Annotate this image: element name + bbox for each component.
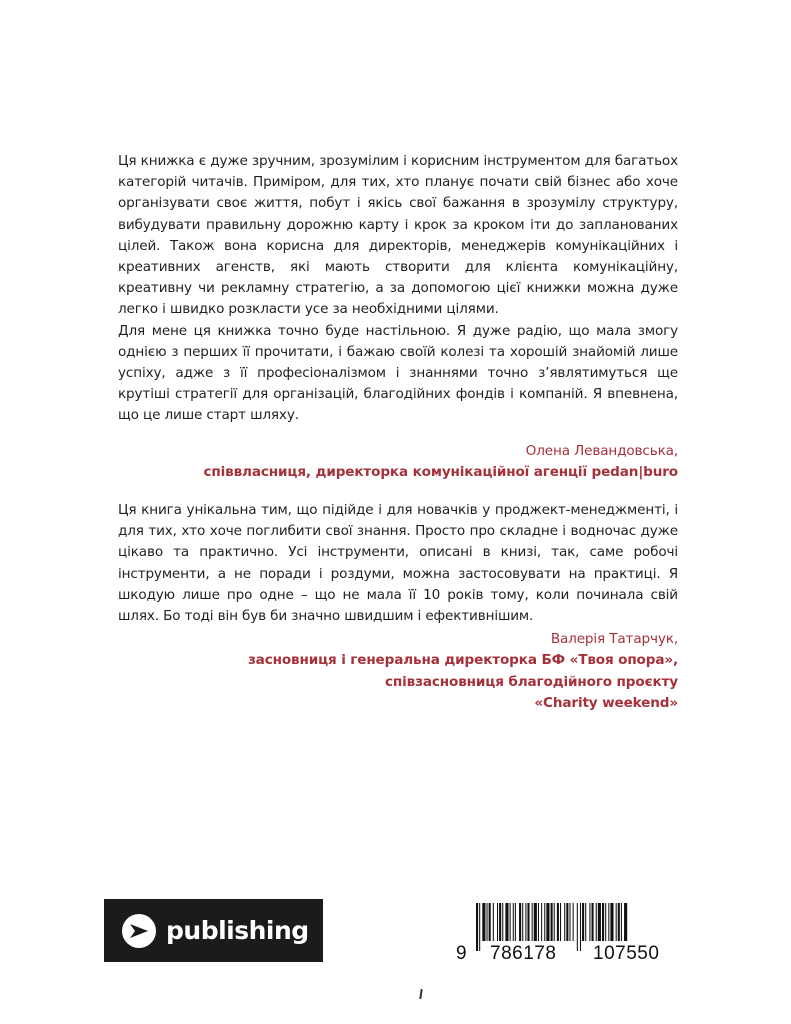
review-valeriia [118,500,678,714]
barcode-bar [557,903,559,941]
barcode-bar [534,903,537,941]
barcode-bar [527,903,529,941]
barcode-bar [497,903,498,941]
barcode-digits-left: 786178 [490,943,557,964]
publisher-logo [104,899,323,962]
barcode-bar [621,903,622,941]
review-valeriia-author-role-2: співзасновниця благодійного проєкту [385,673,678,690]
publisher-mark-icon [121,913,157,949]
barcode-bar [598,903,601,941]
barcode-bar [605,903,606,941]
barcode-bar [541,903,542,941]
review-valeriia-author-name: Валерія Татарчук, [550,631,678,648]
barcode-bar [522,903,523,941]
review-valeriia-paragraph-1: Ця книга унікальна тим, що підійде і для новачків у проджект-менеджменті, і для тих, хто хоче поглибити свої знання. Просто про складне і водночас дуже цікаво та практично. Усі інструменти, описані в книзі, так, саме робочі інструменти, а не поради і роздуми, можна застосовувати на практиці. Я шкодую лише про одне – що не мала її 10 років тому, коли починала свій шлях. Бо тоді він був би значно швидшим і ефективнішим. [118,502,678,625]
barcode-bar [515,903,516,941]
barcode-bar [608,903,609,941]
barcode-bar [585,903,586,941]
barcode-bar [499,903,501,941]
review-olena [118,151,678,483]
barcode-bar [616,903,617,941]
review-olena-attribution [118,441,678,483]
barcode-bar [544,903,545,941]
print-mark [419,989,422,999]
barcode-bar [489,903,491,941]
barcode-bar [476,903,478,951]
isbn-barcode [456,903,680,973]
barcode-bar [596,903,597,941]
barcode-bar [482,903,485,941]
barcode-bar [618,903,620,941]
review-olena-author-role: співвласниця, директорка комунікаційної агенції pedan|buro [203,463,678,480]
barcode-bar [554,903,555,941]
review-valeriia-attribution [118,629,678,714]
barcode-bar [510,903,511,941]
barcode-bar [551,903,553,941]
barcode-bar [624,903,627,941]
barcode-bar [513,903,514,941]
barcode-bar [525,903,526,941]
barcode-bar [580,903,581,951]
barcode-bar [479,903,480,951]
barcode-bar [532,903,533,941]
barcode-bar [546,903,549,941]
review-valeriia-author-role-3: «Charity weekend» [534,694,678,711]
barcode-bar [564,903,565,941]
review-valeriia-author-role-1: засновниця і генеральна директорка БФ «Твоя опора», [247,652,678,669]
barcode-bar [577,903,578,951]
barcode-bar [487,903,488,941]
barcode-bar [610,903,613,941]
barcode-bar [538,903,539,941]
barcode-bar [493,903,494,941]
barcode-bar [573,903,574,941]
barcode-bar [502,903,503,941]
barcode-bar [560,903,561,941]
review-olena-paragraph-2: Для мене ця книжка точно буде настільною. Я дуже радію, що мала змогу однією з перших її прочитати, і бажаю своїй колезі та хорошій знайомій лише успіху, адже з її професіоналізмом і знаннями точно з’являтимуться ще крутіші стратегії для організацій, благодійних фондів і компаній. Я впевнена, що це лише старт шляху. [118,322,678,424]
barcode-bar [519,903,521,941]
barcode-bar [592,903,594,941]
barcode-bar [589,903,590,941]
barcode-digits-right: 107550 [593,943,660,964]
barcode-digit-first: 9 [456,943,467,964]
review-olena-author-name: Олена Левандовська, [525,442,678,459]
publisher-logo-text: publishing [166,916,309,945]
barcode-bar [569,903,570,941]
barcode-bar [505,903,508,941]
barcode-bar [566,903,568,941]
barcode-bar [582,903,584,941]
barcode-bar [602,903,604,941]
review-olena-paragraph-1: Ця книжка є дуже зручним, зрозумілим і корисним інструментом для багатьох категорій читачів. Приміром, для тих, хто планує почати свій бізнес або хоче організувати своє життя, побут і якісь свої бажання в зрозумілу структуру, вибудувати правильну дорожню карту і крок за кроком іти до запланованих цілей. Також вона корисна для директорів, менеджерів комунікаційних і креативних агенств, які мають створити для клієнта комунікаційну, креативну чи рекламну стратегію, а за допомогою цієї книжки можна дуже легко і швидко розкласти усе за необхідними цілями. [118,153,678,318]
